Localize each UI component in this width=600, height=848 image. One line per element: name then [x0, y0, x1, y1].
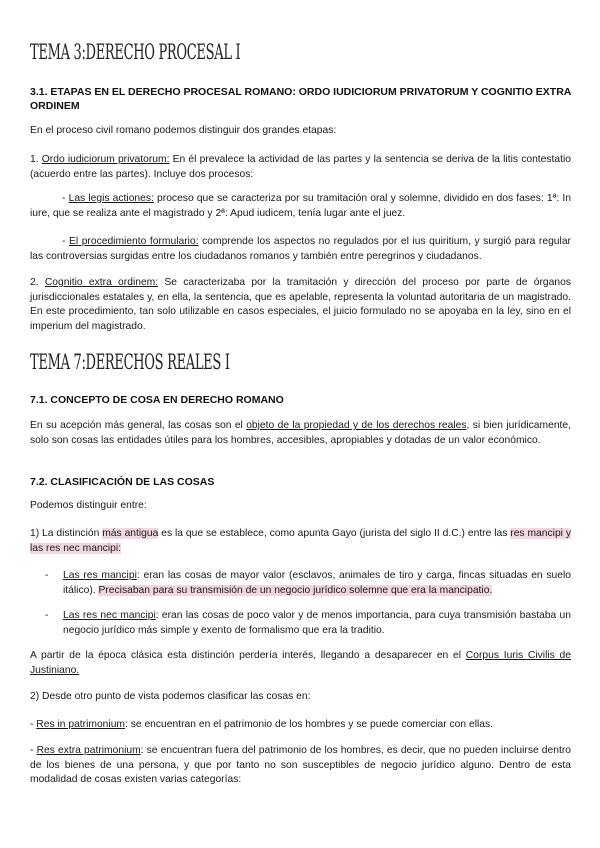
- procedimiento-formulario-term: El procedimiento formulario:: [68, 236, 199, 247]
- legis-actiones-paragraph: [30, 192, 571, 221]
- dash: -: [30, 745, 37, 756]
- procedimiento-formulario-paragraph: [30, 235, 571, 264]
- text-run: : eran las cosas de poco valor y de menos importancia, para cuya transmisión bastaba un negocio jurídico más simple y exento de formalismo que era la traditio.: [63, 610, 571, 636]
- ordo-iudiciorum-paragraph: [30, 153, 571, 182]
- text-run: : se encuentran en el patrimonio de los hombres y se puede comerciar con ellas.: [125, 719, 494, 730]
- res-extra-patrimonium-paragraph: [30, 744, 571, 788]
- cognitio-extra-ordinem-paragraph: [30, 276, 571, 334]
- res-in-patrimonium-paragraph: [30, 718, 571, 733]
- distincion-paragraph: [30, 527, 571, 556]
- tema-7-title: TEMA 7:DERECHOS REALES I: [30, 350, 230, 374]
- res-mancipi-term: Las res mancipi: [63, 570, 137, 581]
- cognitio-extra-ordinem-term: Cognitio extra ordinem:: [44, 277, 159, 288]
- text-run: , si bien jurídicamente, solo son cosas las entidades útiles para los hombres, accesibles, apropiables y dotadas de un valor económico.: [30, 420, 571, 446]
- legis-actiones-term: Las legis actiones:: [68, 193, 154, 204]
- dash: -: [62, 236, 69, 247]
- cognitio-extra-ordinem-text: Se caracterizaba por la tramitación y dirección del proceso por parte de órganos jurisdiccionales estatales y, en ella, la sentencia, que es apelable, representa la voluntad autoritaria de un magistrado. En este procedimiento, tan solo utilizable en casos especiales, el juicio formulado no se apoyaba en la ley, sino en el imperium del magistrado.: [30, 277, 571, 332]
- bullet-dash: -: [45, 610, 49, 621]
- text-run: : se encuentran fuera del patrimonio de los hombres, es decir, que no pueden incluirse dentro de los bienes de una persona, y que por tanto no son susceptibles de negocio jurídico alguno. Dentro de esta modalidad de cosas existen varias categorías:: [30, 745, 572, 786]
- section-7-1-heading: 7.1. CONCEPTO DE COSA EN DERECHO ROMANO: [30, 394, 284, 406]
- res-nec-mancipi-term: Las res nec mancipi: [63, 610, 156, 621]
- tema3-intro-paragraph: En el proceso civil romano podemos distinguir dos grandes etapas:: [30, 125, 337, 136]
- list-item-res-nec-mancipi: [45, 609, 571, 638]
- procedimiento-formulario-text: comprende los aspectos no regulados por el ius quiritium, y surgió para regular las controversias surgidas entre los ciudadanos romanos y también entre peregrinos y ciudadanos.: [30, 236, 571, 262]
- section-7-2-heading: 7.2. CLASIFICACIÓN DE LAS COSAS: [30, 476, 215, 488]
- text-run: En su acepción más general, las cosas son el: [30, 420, 247, 431]
- item-number: 1.: [30, 154, 42, 165]
- legis-actiones-text: proceso que se caracteriza por su tramitación oral y solemne, dividido en dos fases: 1ª: In iure, que se realiza ante el magistrado y 2ª: Apud iudicem, tenía lugar ante el juez.: [30, 193, 571, 219]
- objeto-propiedad-term: objeto de la propiedad y de los derechos reales: [246, 420, 467, 431]
- text-run: A partir de la época clásica esta distinción perdería interés, llegando a desaparecer en el: [30, 650, 466, 661]
- list-item-res-mancipi: [45, 569, 571, 598]
- corpus-iuris-civilis-term: Corpus Iuris Civilis de Justiniano.: [30, 650, 571, 676]
- epoca-clasica-paragraph: [30, 649, 571, 678]
- otro-punto-paragraph: 2) Desde otro punto de vista podemos clasificar las cosas en:: [30, 691, 311, 702]
- dash: -: [62, 193, 69, 204]
- bullet-dash: -: [45, 570, 49, 581]
- concepto-cosa-paragraph: [30, 419, 571, 448]
- res-in-patrimonium-term: Res in patrimonium: [36, 719, 125, 730]
- text-run: : eran las cosas de mayor valor (esclavos, animales de tiro y carga, fincas situadas en suelo itálico).: [63, 570, 572, 596]
- item-number: 2.: [30, 277, 45, 288]
- text-run: es la que se establece, como apunta Gayo (jurista del siglo II d.C.) entre las: [158, 528, 511, 539]
- section-3-1-heading: 3.1. ETAPAS EN EL DERECHO PROCESAL ROMANO: ORDO IUDICIORUM PRIVATORUM Y COGNITIO EXTRA ORDINEM: [30, 86, 571, 112]
- text-run: 1) La distinción: [30, 528, 103, 539]
- highlight-res-mancipi: res mancipi y las res nec mancipi:: [30, 528, 571, 554]
- dash: -: [30, 719, 37, 730]
- ordo-iudiciorum-term: Ordo iudiciorum privatorum:: [41, 154, 170, 165]
- ordo-iudiciorum-text: En él prevalece la actividad de las partes y la sentencia se deriva de la litis contestatio (acuerdo entre las partes). Incluye dos procesos:: [30, 154, 571, 180]
- podemos-distinguir-paragraph: Podemos distinguir entre:: [30, 500, 147, 511]
- highlight-mancipatio: Precisaban para su transmisión de un negocio jurídico solemne que era la mancipatio.: [98, 584, 493, 596]
- res-extra-patrimonium-term: Res extra patrimonium: [36, 745, 141, 756]
- highlight-mas-antigua: más antigua: [102, 528, 159, 539]
- tema-3-title: TEMA 3:DERECHO PROCESAL I: [30, 40, 241, 64]
